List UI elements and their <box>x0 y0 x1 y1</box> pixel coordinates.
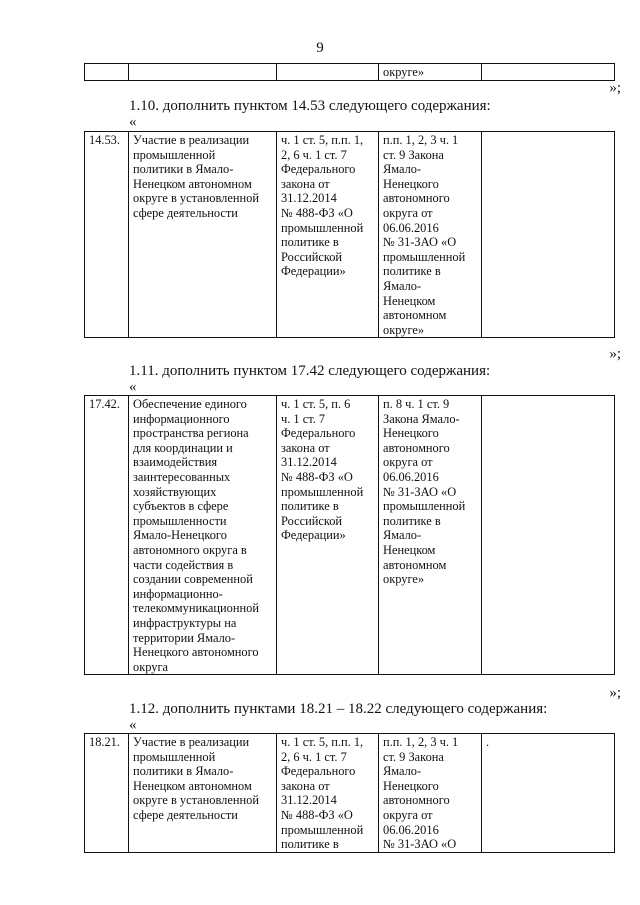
cell-regional-law: округе» <box>379 64 482 81</box>
text-line: политике в <box>281 499 339 514</box>
paragraph-1-10: 1.10. дополнить пунктом 14.53 следующего содержания: <box>129 98 491 114</box>
text-line: 31.12.2014 <box>281 455 337 470</box>
text-line: 06.06.2016 <box>383 822 439 837</box>
cell-regional-law <box>379 132 482 338</box>
text-line: 06.06.2016 <box>383 469 439 484</box>
closing-quote: »; <box>609 346 621 362</box>
closing-quote: »; <box>609 685 621 701</box>
text-line: ч. 1 ст. 5, п.п. 1, <box>281 133 364 147</box>
text-line: Федерального <box>281 162 356 177</box>
text-line: 2, 6 ч. 1 ст. 7 <box>281 147 347 162</box>
page-number: 9 <box>316 40 324 56</box>
cell-name <box>129 734 277 853</box>
text-line: Федерации» <box>281 528 346 543</box>
text-line: политике в <box>281 235 339 250</box>
text-line: Ненецкого <box>383 778 439 793</box>
text-line: для координации и <box>133 440 233 455</box>
text-line: информационно- <box>133 586 223 601</box>
text-line: промышленной <box>133 749 216 764</box>
text-line: 31.12.2014 <box>281 191 337 206</box>
text-line: 2, 6 ч. 1 ст. 7 <box>281 749 347 764</box>
text-line: округе» <box>383 322 425 337</box>
text-line: промышленной <box>281 822 364 837</box>
text-line: сфере деятельности <box>133 205 238 220</box>
table-row <box>85 734 615 853</box>
text-line: политике в <box>383 264 441 279</box>
text-line: Ненецком автономном <box>133 176 252 191</box>
cell-number <box>85 64 129 81</box>
text-line: закона от <box>281 778 330 793</box>
cell-note <box>482 64 615 81</box>
text-line: Федерации» <box>281 264 346 279</box>
text-line: территории Ямало- <box>133 630 236 645</box>
cell-note: . <box>482 734 615 853</box>
cell-federal-law <box>277 64 379 81</box>
cell-regional-law <box>379 396 482 675</box>
table-row <box>85 132 615 338</box>
text-line: заинтересованных <box>133 469 231 484</box>
text-line: политики в Ямало- <box>133 764 234 779</box>
text-line: автономного округа в <box>133 542 247 557</box>
text-line: закона от <box>281 176 330 191</box>
text-line: округа от <box>383 455 433 470</box>
text-line: взаимодействия <box>133 455 218 470</box>
text-line: промышленной <box>133 147 216 162</box>
text-line: промышленной <box>383 249 466 264</box>
cell-federal-law <box>277 132 379 338</box>
text-line: Российской <box>281 513 343 528</box>
text-line: округа от <box>383 205 433 220</box>
text-line: Ямало- <box>383 764 422 779</box>
text-line: Ненецком автономном <box>133 778 252 793</box>
text-line: автономном <box>383 557 447 572</box>
cell-number: 17.42. <box>85 396 129 675</box>
text-line: части содействия в <box>133 557 234 572</box>
text-line: автономного <box>383 793 450 808</box>
text-line: Федерального <box>281 426 356 441</box>
text-line: автономном <box>383 308 447 323</box>
text-line: промышленной <box>281 220 364 235</box>
text-line: создании современной <box>133 572 253 587</box>
table-item-14-53 <box>84 131 615 338</box>
cell-note <box>482 396 615 675</box>
text-line: 31.12.2014 <box>281 793 337 808</box>
text-line: промышленной <box>281 484 364 499</box>
text-line: № 488-ФЗ «О <box>281 469 353 484</box>
text-line: ст. 9 Закона <box>383 147 444 162</box>
paragraph-1-12: 1.12. дополнить пунктами 18.21 – 18.22 следующего содержания: <box>129 701 548 717</box>
text-line: Ямало- <box>383 278 422 293</box>
text-line: ч. 1 ст. 5, п.п. 1, <box>281 735 364 749</box>
cell-federal-law <box>277 396 379 675</box>
text-line: Ненецком <box>383 542 436 557</box>
text-line: телекоммуникационной <box>133 601 259 616</box>
opening-quote: « <box>129 114 137 130</box>
cell-federal-law <box>277 734 379 853</box>
cell-name <box>129 64 277 81</box>
text-line: Обеспечение единого <box>133 397 247 411</box>
cell-regional-law <box>379 734 482 853</box>
text-line: закона от <box>281 440 330 455</box>
text-line: № 488-ФЗ «О <box>281 205 353 220</box>
closing-quote: »; <box>609 80 621 96</box>
opening-quote: « <box>129 379 137 395</box>
text-line: Ненецкого <box>383 176 439 191</box>
text-line: хозяйствующих <box>133 484 217 499</box>
text-line: Закона Ямало- <box>383 411 460 426</box>
text-line: автономного <box>383 440 450 455</box>
text-line: Ненецком <box>383 293 436 308</box>
text-line: № 31-ЗАО «О <box>383 484 457 499</box>
text-line: Ненецкого <box>383 426 439 441</box>
text-line: п. 8 ч. 1 ст. 9 <box>383 397 450 411</box>
text-line: 06.06.2016 <box>383 220 439 235</box>
text-line: Ненецкого автономного <box>133 645 259 660</box>
text-line: округе в установленной <box>133 191 259 206</box>
text-line: ст. 9 Закона <box>383 749 444 764</box>
text-line: ч. 1 ст. 5, п. 6 <box>281 397 351 411</box>
text-line: информационного <box>133 411 230 426</box>
text-line: округа <box>133 659 169 674</box>
top-table-fragment <box>84 63 615 81</box>
table-row <box>85 396 615 675</box>
text-line: округа от <box>383 807 433 822</box>
text-line: пространства региона <box>133 426 249 441</box>
text-line: № 488-ФЗ «О <box>281 807 353 822</box>
text-line: Ямало-Ненецкого <box>133 528 227 543</box>
text-line: Ямало- <box>383 528 422 543</box>
text-line: сфере деятельности <box>133 807 238 822</box>
text-line: политике в <box>383 513 441 528</box>
table-item-18-21 <box>84 733 615 853</box>
text-line: округе» <box>383 572 425 587</box>
text-line: № 31-ЗАО «О <box>383 235 457 250</box>
text-line: субъектов в сфере <box>133 499 229 514</box>
text-line: политике в <box>281 837 339 852</box>
text-line: округе в установленной <box>133 793 259 808</box>
text-line: промышленности <box>133 513 227 528</box>
text-line: Участие в реализации <box>133 735 250 749</box>
paragraph-1-11: 1.11. дополнить пунктом 17.42 следующего содержания: <box>129 363 491 379</box>
text-line: п.п. 1, 2, 3 ч. 1 <box>383 133 459 147</box>
table-item-17-42 <box>84 395 615 675</box>
text-line: инфраструктуры на <box>133 615 237 630</box>
cell-name <box>129 132 277 338</box>
cell-note <box>482 132 615 338</box>
text-line: Российской <box>281 249 343 264</box>
text-line: № 31-ЗАО «О <box>383 837 457 852</box>
text-line: автономного <box>383 191 450 206</box>
text-line: п.п. 1, 2, 3 ч. 1 <box>383 735 459 749</box>
text-line: политики в Ямало- <box>133 162 234 177</box>
text-line: Ямало- <box>383 162 422 177</box>
cell-number: 14.53. <box>85 132 129 338</box>
text-line: Участие в реализации <box>133 133 250 147</box>
text-line: ч. 1 ст. 7 <box>281 411 326 426</box>
opening-quote: « <box>129 717 137 733</box>
cell-name <box>129 396 277 675</box>
cell-number: 18.21. <box>85 734 129 853</box>
table-row <box>85 64 615 81</box>
text-line: промышленной <box>383 499 466 514</box>
text-line: Федерального <box>281 764 356 779</box>
